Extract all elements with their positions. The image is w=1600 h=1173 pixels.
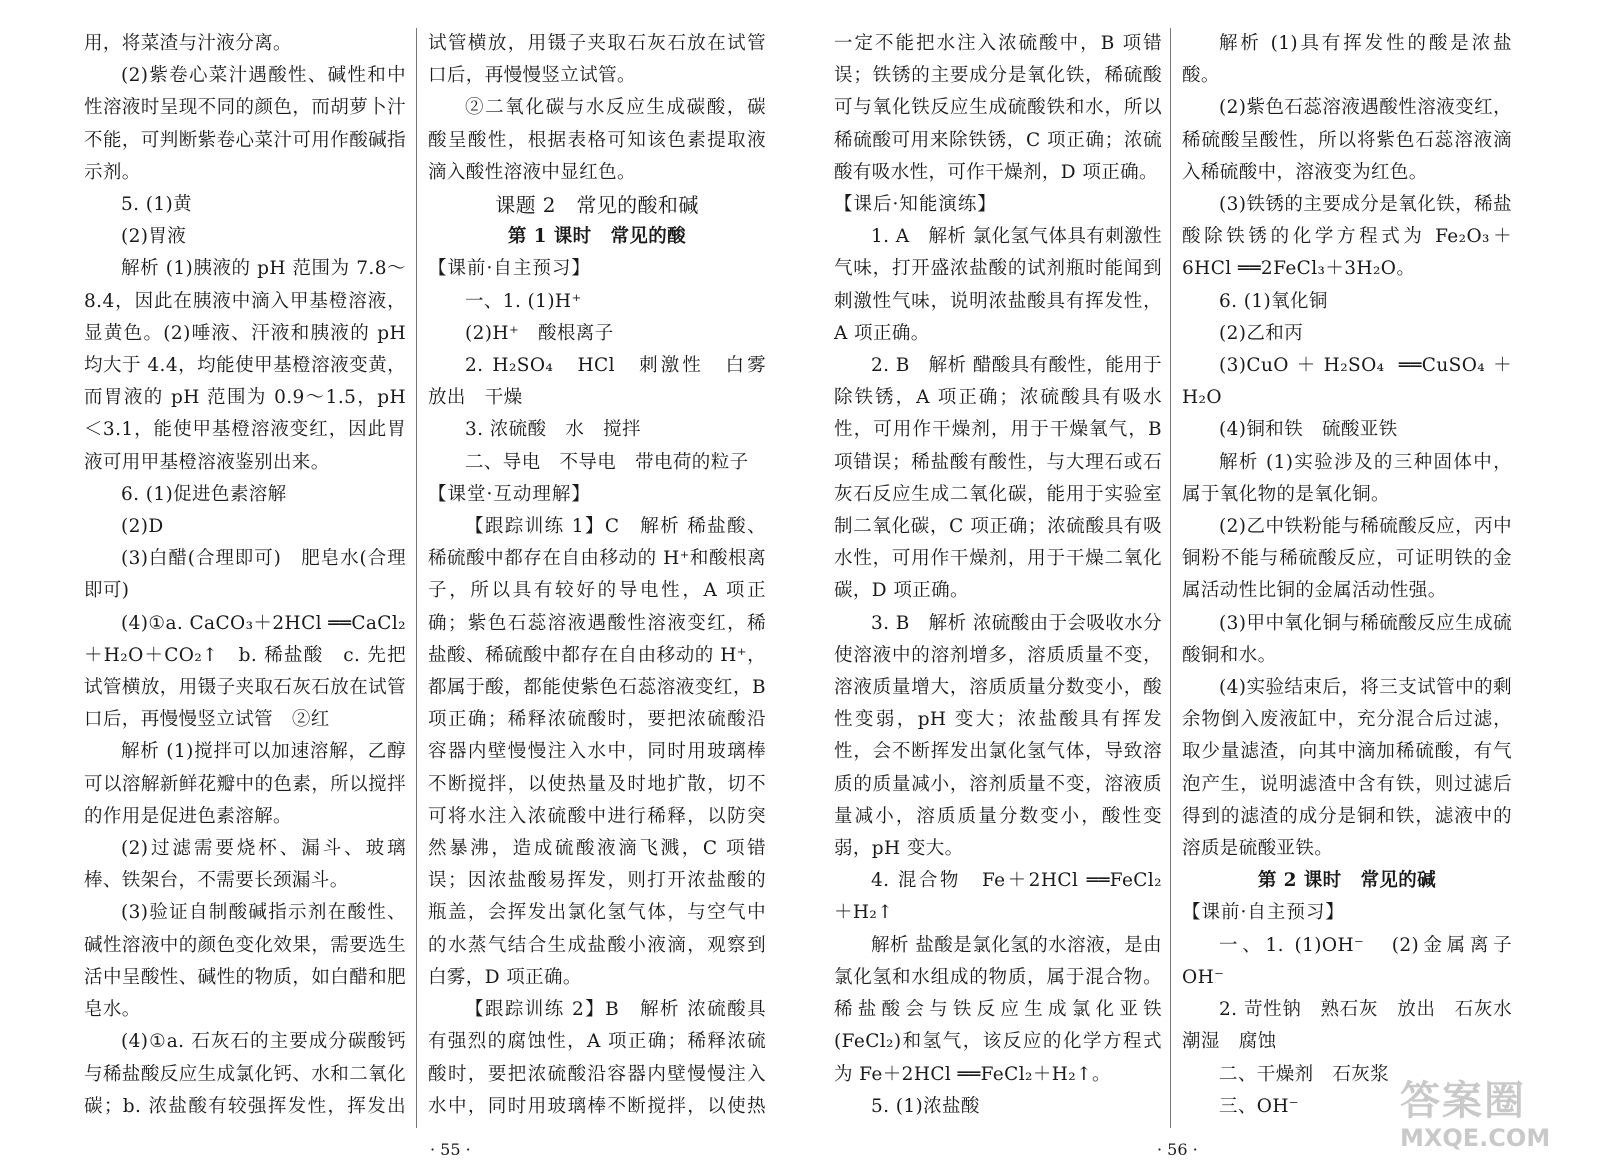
paragraph: (3)铁锈的主要成分是氧化铁，稀盐酸除铁锈的化学方程式为 Fe₂O₃＋6HCl ══2FeCl₃＋3H₂O。 (1182, 194, 1512, 280)
page-56-column-2 (1182, 28, 1512, 1128)
exercise-paragraph: 1. A 解析 氯化氢气体具有刺激性气味，打开盛浓盐酸的试剂瓶时能闻到刺激性气味，说明浓盐酸具有挥发性，A 项正确。 (834, 226, 1162, 344)
paragraph: (2)紫色石蕊溶液遇酸性溶液变红，稀硫酸呈酸性，所以将紫色石蕊溶液滴入稀硫酸中，溶液变为红色。 (1182, 97, 1512, 183)
section-heading: 【课后·知能演练】 (834, 194, 997, 216)
paragraph: 3. 浓硫酸 水 搅拌 (465, 419, 641, 441)
paragraph: 二、导电 不导电 带电荷的粒子 (465, 451, 749, 473)
period-title: 第 1 课时 常见的酸 (507, 226, 687, 248)
paragraph: (4)铜和铁 硫酸亚铁 (1219, 419, 1398, 441)
paragraph: (2)过滤需要烧杯、漏斗、玻璃棒、铁架台，不需要长颈漏斗。 (84, 838, 406, 892)
exercise-paragraph: 2. B 解析 醋酸具有酸性，能用于除铁锈，A 项正确；浓硫酸具有吸水性，可用作干燥剂，用于干燥氧气，B 项错误；稀盐酸有酸性，与大理石或石灰石反应生成二氧化碳，能用于实验室制二氧化碳，C 项正确；浓硫酸具有吸水性，可用作干燥剂，用于干燥二氧化碳，D 项正确。 (834, 355, 1162, 602)
page-56-column-1 (834, 28, 1162, 1128)
exercise-paragraph: 3. B 解析 浓硫酸由于会吸收水分使溶液中的溶剂增多，溶质质量不变，溶液质量增大，溶质质量分数变小，酸性变弱，pH 变大；浓盐酸具有挥发性，会不断挥发出氯化氢气体，导致溶质的质量减小，溶剂质量不变，溶液质量减小，溶质质量分数变小，酸性变弱，pH 变大。 (834, 612, 1162, 860)
analysis-paragraph: 解析 (1)具有挥发性的酸是浓盐酸。 (1182, 33, 1512, 87)
period-title: 第 2 课时 常见的碱 (1257, 870, 1437, 892)
paragraph: (2)乙和丙 (1219, 322, 1304, 344)
section-heading: 【课堂·互动理解】 (428, 483, 591, 505)
paragraph: (3)验证自制酸碱指示剂在酸性、碱性溶液中的颜色变化效果，需要选生活中呈酸性、碱性的物质，如白醋和肥皂水。 (84, 902, 406, 1021)
question-answer: 6. (1)氧化铜 (1219, 290, 1328, 312)
watermark-text: 答案圈 (1400, 1078, 1526, 1124)
paragraph: (3)白醋(合理即可) 肥皂水(合理即可) (84, 548, 406, 602)
exercise-paragraph: 【跟踪训练 1】C 解析 稀盐酸、稀硫酸中都存在自由移动的 H⁺和酸根离子，所以具有较好的导电性，A 项正确；紫色石蕊溶液遇酸性溶液变红，稀盐酸、稀硫酸中都存在自由移动的 H⁺，都属于酸，都能使紫色石蕊溶液变红，B 项正确；稀释浓硫酸时，要把浓硫酸沿容器内壁慢慢注入水中，同时用玻璃棒不断搅拌，以使热量及时地扩散，切不可将水注入浓硫酸中进行稀释，以防突然暴沸，造成硫酸液滴飞溅，C 项错误；因浓盐酸易挥发，则打开浓盐酸的瓶盖，会挥发出氯化氢气体，与空气中的水蒸气结合生成盐酸小液滴，观察到白雾，D 项正确。 (428, 516, 766, 988)
paragraph: (2)D (121, 516, 164, 538)
exercise-paragraph: 4. 混合物 Fe＋2HCl ══FeCl₂＋H₂↑ (834, 870, 1162, 924)
column-divider (416, 28, 417, 1128)
paragraph: (4)①a. 石灰石的主要成分碳酸钙与稀盐酸反应生成氯化钙、水和二氧化碳；b. 浓盐酸有较强挥发性，挥发出 (84, 1031, 406, 1117)
analysis-paragraph: 解析 (1)搅拌可以加速溶解，乙醇可以溶解新鲜花瓣中的色素，所以搅拌的作用是促进色素溶解。 (84, 741, 406, 827)
paragraph: 一、1. (1)H⁺ (465, 290, 582, 312)
paragraph: 一、1. (1)OH⁻ (2)金属离子 OH⁻ (1182, 934, 1512, 988)
paragraph: 一定不能把水注入浓硫酸中，B 项错误；铁锈的主要成分是氧化铁，稀硫酸可与氧化铁反应生成硫酸铁和水，所以稀硫酸可用来除铁锈，C 项正确；浓硫酸有吸水性，可作干燥剂，D 项正确。 (834, 33, 1162, 183)
question-answer: 5. (1)黄 (121, 194, 193, 216)
analysis-paragraph: 解析 (1)胰液的 pH 范围为 7.8～8.4，因此在胰液中滴入甲基橙溶液，显黄色。(2)唾液、汗液和胰液的 pH 均大于 4.4，均能使甲基橙溶液变黄，而胃液的 pH 范围为 0.9～1.5，pH＜3.1，能使甲基橙溶液变红，因此胃液可用甲基橙溶液鉴别出来。 (84, 258, 406, 473)
paragraph: (2)乙中铁粉能与稀硫酸反应，丙中铜粉不能与稀硫酸反应，可证明铁的金属活动性比铜的金属活动性强。 (1182, 516, 1512, 602)
watermark-logo (1400, 1078, 1590, 1163)
page-number: · 56 · (1157, 1140, 1198, 1159)
paragraph: 三、OH⁻ (1219, 1095, 1300, 1117)
paragraph (834, 1123, 1162, 1128)
paragraph: (2)H⁺ 酸根离子 (465, 322, 614, 344)
page-55-column-1 (84, 28, 406, 1128)
paragraph: (3)甲中氧化铜与稀硫酸反应生成硫酸铜和水。 (1182, 612, 1512, 666)
question-answer: 6. (1)促进色素溶解 (121, 483, 287, 505)
paragraph: 试管横放，用镊子夹取石灰石放在试管口后，再慢慢竖立试管。 (428, 33, 766, 87)
page-number: · 55 · (430, 1140, 471, 1159)
section-heading: 【课前·自主预习】 (1182, 902, 1345, 924)
paragraph: (3)CuO＋H₂SO₄ ══CuSO₄＋H₂O (1182, 355, 1512, 409)
paragraph: (2)紫卷心菜汁遇酸性、碱性和中性溶液时呈现不同的颜色，而胡萝卜汁不能，可判断紫卷心菜汁可用作酸碱指示剂。 (84, 65, 406, 183)
analysis-paragraph: 解析 (1)实验涉及的三种固体中，属于氧化物的是氧化铜。 (1182, 451, 1512, 505)
paragraph: 2. H₂SO₄ HCl 刺激性 白雾 放出 干燥 (428, 355, 766, 409)
exercise-paragraph: 【跟踪训练 2】B 解析 浓硫酸具有强烈的腐蚀性，A 项正确；稀释浓硫酸时，要把浓硫酸沿容器内壁慢慢注入水中，同时用玻璃棒不断搅拌，以使热 (428, 999, 766, 1117)
paragraph: ②二氧化碳与水反应生成碳酸，碳酸呈酸性，根据表格可知该色素提取液滴入酸性溶液中显红色。 (428, 97, 766, 183)
paragraph: (4)实验结束后，将三支试管中的剩余物倒入废液缸中，充分混合后过滤，取少量滤渣，向其中滴加稀硫酸，有气泡产生，说明滤渣中含有铁，则过滤后得到的滤渣的成分是铜和铁，滤液中的溶质是硫酸亚铁。 (1182, 677, 1512, 860)
column-divider (1170, 28, 1171, 1128)
paragraph: (2)胃液 (121, 226, 187, 248)
analysis-paragraph: 解析 盐酸是氯化氢的水溶液，是由氯化氢和水组成的物质，属于混合物。稀盐酸会与铁反应生成氯化亚铁(FeCl₂)和氢气，该反应的化学方程式为 Fe＋2HCl ══FeCl₂＋H₂↑。 (834, 934, 1162, 1085)
paragraph: 2. 苛性钠 熟石灰 放出 石灰水 潮湿 腐蚀 (1182, 999, 1512, 1053)
section-heading: 【课前·自主预习】 (428, 258, 591, 280)
paragraph: 用，将菜渣与汁液分离。 (84, 33, 292, 54)
page-55-column-2 (428, 28, 766, 1128)
lesson-title: 课题 2 常见的酸和碱 (495, 193, 699, 218)
paragraph: (4)①a. CaCO₃＋2HCl ══CaCl₂＋H₂O＋CO₂↑ b. 稀盐酸 c. 先把试管横放，用镊子夹取石灰石放在试管口后，再慢慢竖立试管 ②红 (84, 612, 406, 731)
question-answer: 5. (1)浓盐酸 (871, 1095, 980, 1117)
watermark-url: MXQE.COM (1400, 1124, 1551, 1152)
paragraph: 二、干燥剂 石灰浆 (1219, 1063, 1390, 1085)
